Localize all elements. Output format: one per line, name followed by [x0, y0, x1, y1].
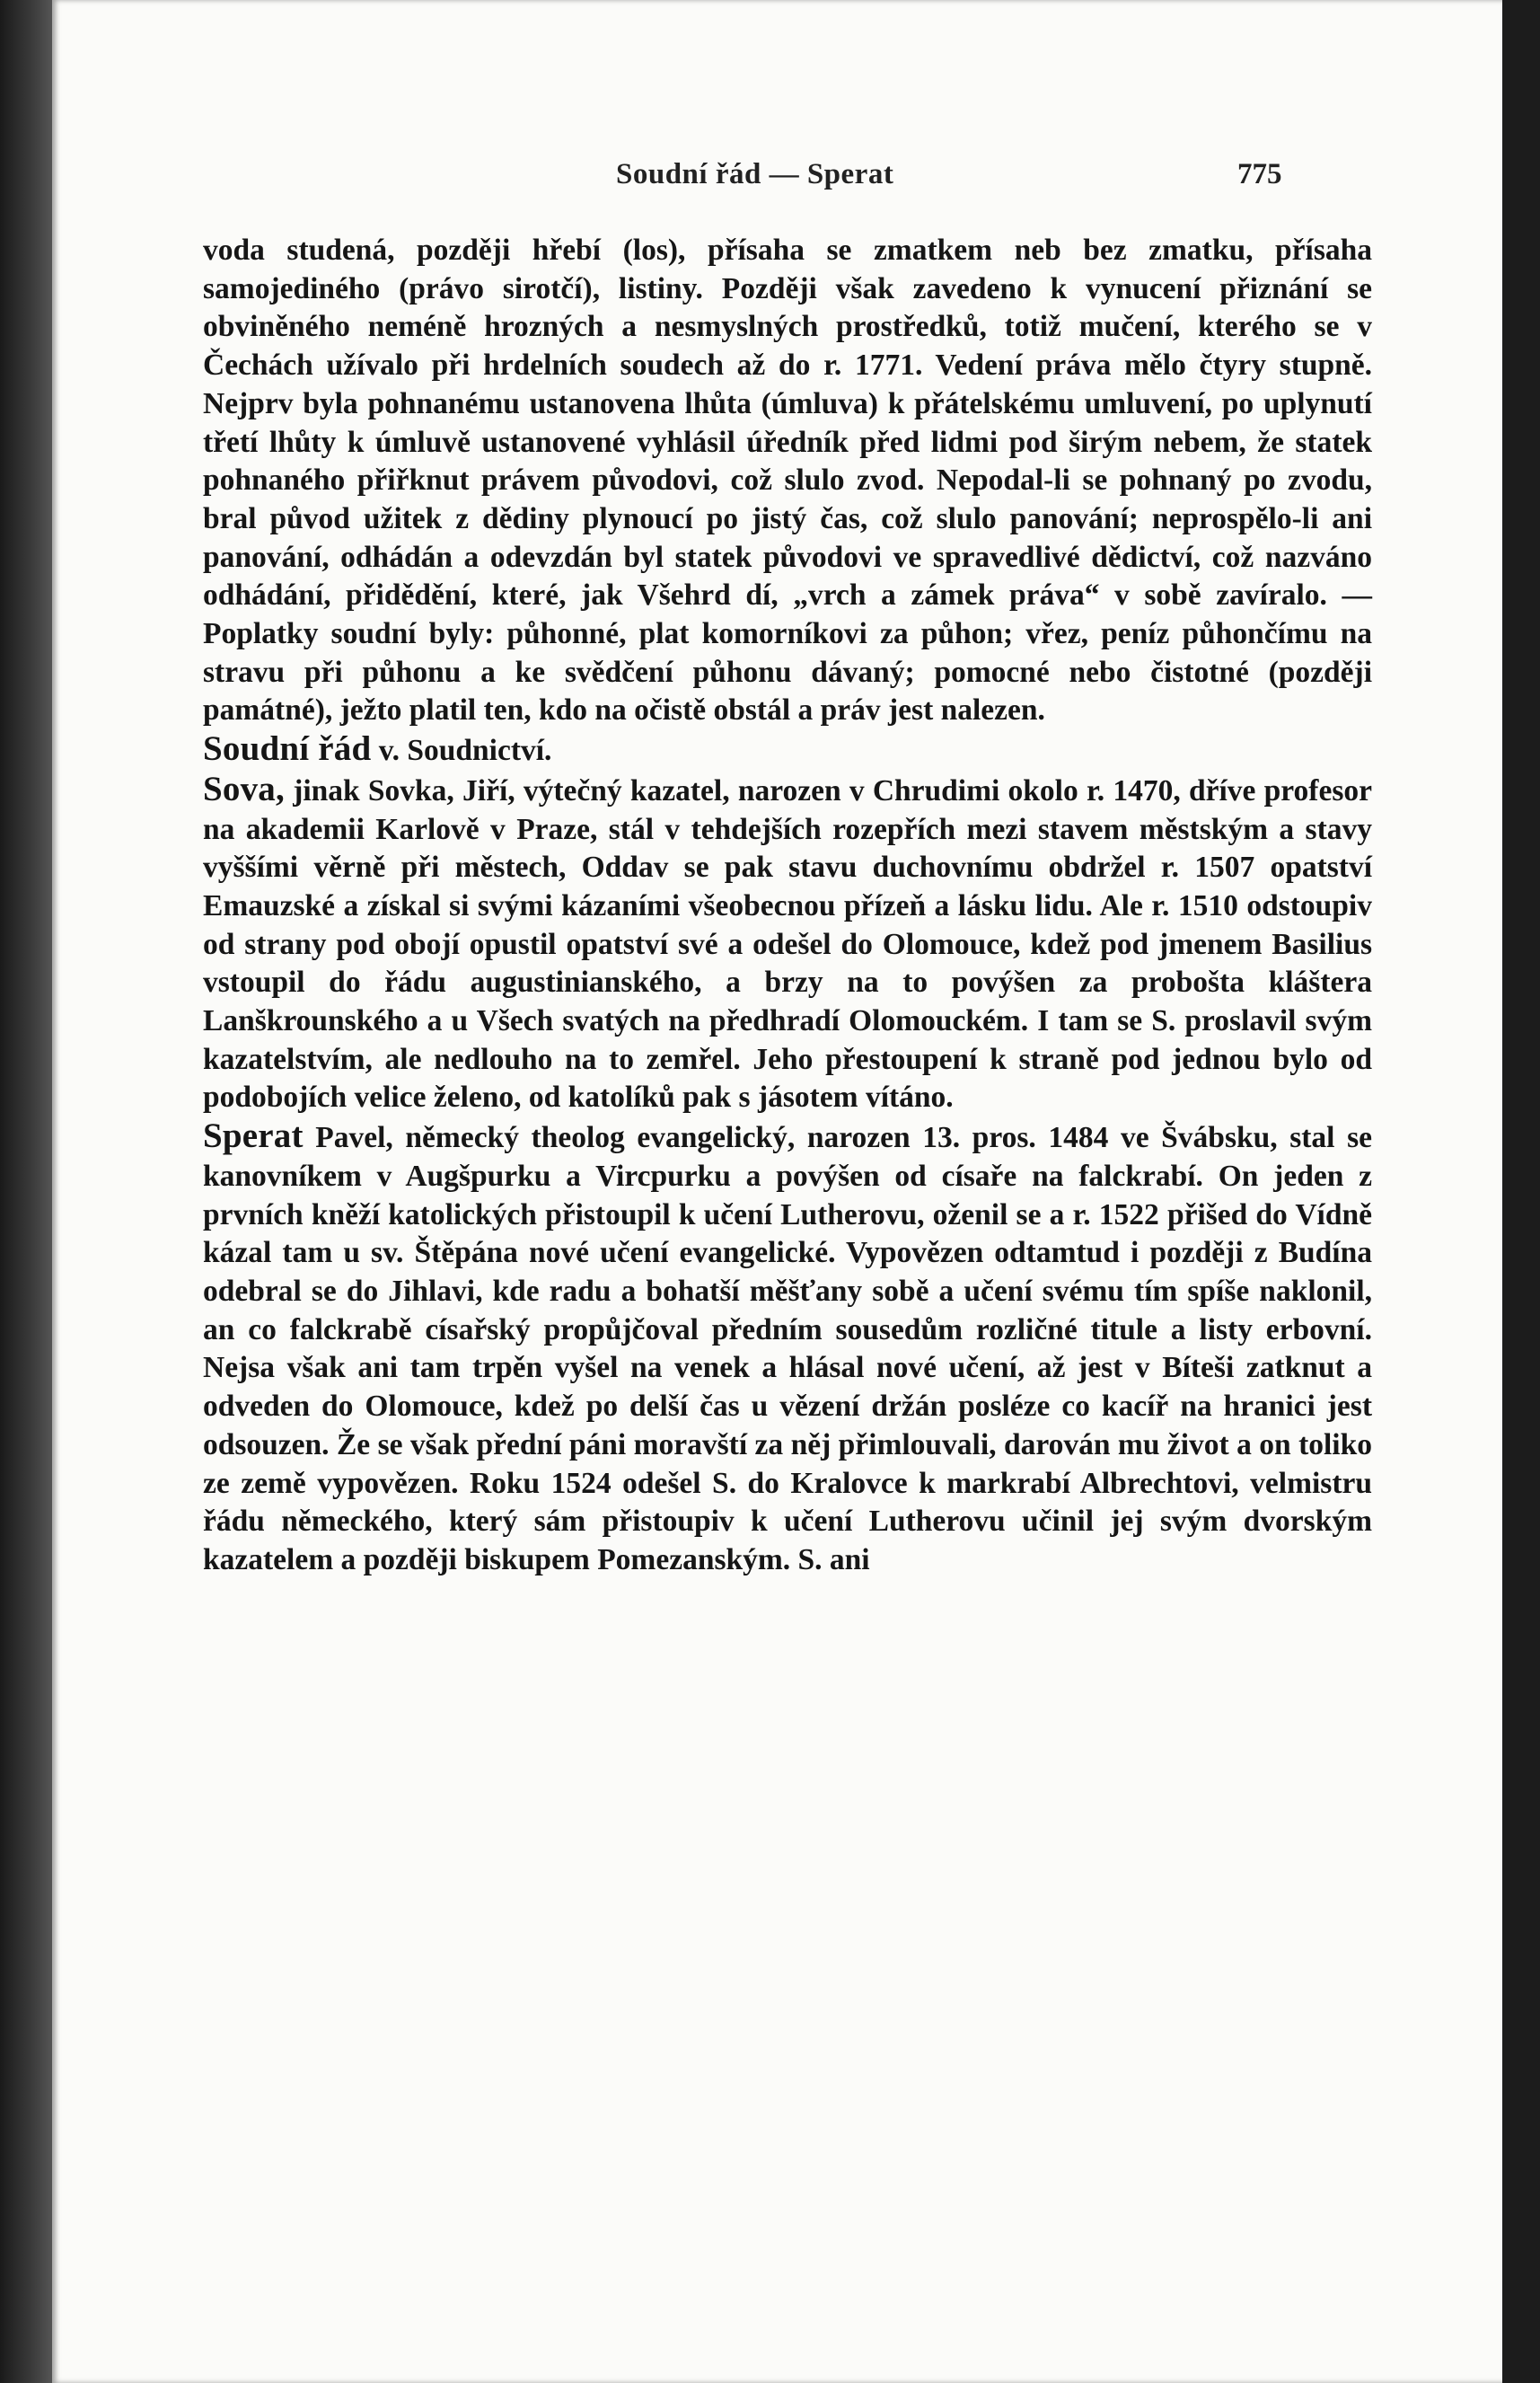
running-title: Soudní řád — Sperat: [616, 158, 894, 190]
headword: Soudní řád: [203, 729, 372, 769]
headword: Sperat: [203, 1116, 304, 1156]
book-page: [52, 0, 1502, 2383]
entry-text: v. Soudnictví.: [371, 734, 552, 768]
headword: Sova,: [203, 769, 285, 808]
entry-text: jinak Sovka, Jiří, výtečný kazatel, narozen v Chrudimi okolo r. 1470, dříve profesor na akademii Karlově v Praze, stál v tehdejších rozepřích mezi stavem městským a stavy vyššími věrně při městech, Oddav se pak stavu duchovnímu obdržel r. 1507 opatství Emauzské a získal si svými kázaními všeobecnou přízeň a lásku lidu. Ale r. 1510 odstoupiv od strany pod obojí opustil opatství své a odešel do Olomouce, kdež pod jmenem Basilius vstoupil do řádu augustinianského, a brzy na to povýšen za proboštа kláštera Lanškrounského a u Všech svatých na předhradí Olomouckém. I tam se S. proslavil svým kazatelstvím, ale nedlouho na to zemřel. Jeho přestoupení k straně pod jednou bylo od podobojích velice želeno, od katolíků pak s jásotem vítáno.: [203, 773, 1372, 1115]
paragraph-continuation: voda studená, později hřebí (los), přísaha se zmatkem neb bez zmatku, přísaha samojediného (právo sirotčí), listiny. Později však zavedeno k vynucení přiznání se obviněného neméně hrozných a nesmyslných prostředků, totiž mučení, kterého se v Čechách užívalo při hrdelních soudech až do r. 1771. Vedení práva mělo čtyry stupně. Nejprv byla pohnanému ustanovena lhůta (úmluva) k přátelskému umluvení, po uplynutí třetí lhůty k úmluvě ustanovené vyhlásil úředník před lidmi pod širým nebem, že statek pohnaného přiřknut právem původovi, což slulo zvod. Nepodal-li se pohnaný po zvodu, bral původ užitek z dědiny plynoucí po jistý čas, což slulo panování; neprospělo-li ani panování, odhádán a odevzdán byl statek původovi ve spravedlivé dědictví, což nazváno odhádání, přidědění, které, jak Všehrd dí, „vrch a zámek práva“ v sobě zavíralo. — Poplatky soudní byly: půhonné, plat komorníkovi za půhon; vřez, peníz půhončímu na stravu při půhonu a ke svědčení půhonu dávaný; pomocné nebo čistotné (později památné), ježto platil ten, kdo na očistě obstál a práv jest nalezen.: [203, 234, 1372, 728]
scan-left-margin: [0, 0, 52, 2383]
scan-right-margin: [1502, 0, 1540, 2383]
entry-soudni-rad: [203, 730, 1372, 771]
page-number: 775: [1237, 158, 1282, 190]
body-text: [203, 232, 1372, 1580]
entry-sova: [203, 771, 1372, 1117]
entry-sperat: [203, 1117, 1372, 1579]
entry-text: Pavel, německý theolog evangelický, narozen 13. pros. 1484 ve Švábsku, stal se kanovníkem v Augšpurku a Vircpurku a povýšen od císaře na falckrabí. On jeden z prvních kněží katolických přistoupil k učení Lutherovu, oženil se a r. 1522 přišed do Vídně kázal tam u sv. Štěpána nové učení evangelické. Vypovězen odtamtud i později z Budína odebral se do Jihlavi, kde radu a bohatší měšťany sobě a učení svému tím spíše naklonil, an co falckrabě císařský propůjčoval předním sousedům rozličné titule a listy erbovní. Nejsa však ani tam trpěn vyšel na venek a hlásal nové učení, až jest v Bíteši zatknut a odveden do Olomouce, kdež po delší čas u vězení držán posléze co kacíř na hranici jest odsouzen. Že se však přední páni moravští za něj přimlouvali, darován mu život a on toliko ze země vypovězen. Roku 1524 odešel S. do Kralovce k markrabí Albrechtovi, velmistru řádu německého, který sám přistoupiv k učení Lutherovu učinil jej svým dvorským kazatelem a později biskupem Pomezanským. S. ani: [203, 1121, 1372, 1576]
page-header: [52, 158, 1502, 203]
